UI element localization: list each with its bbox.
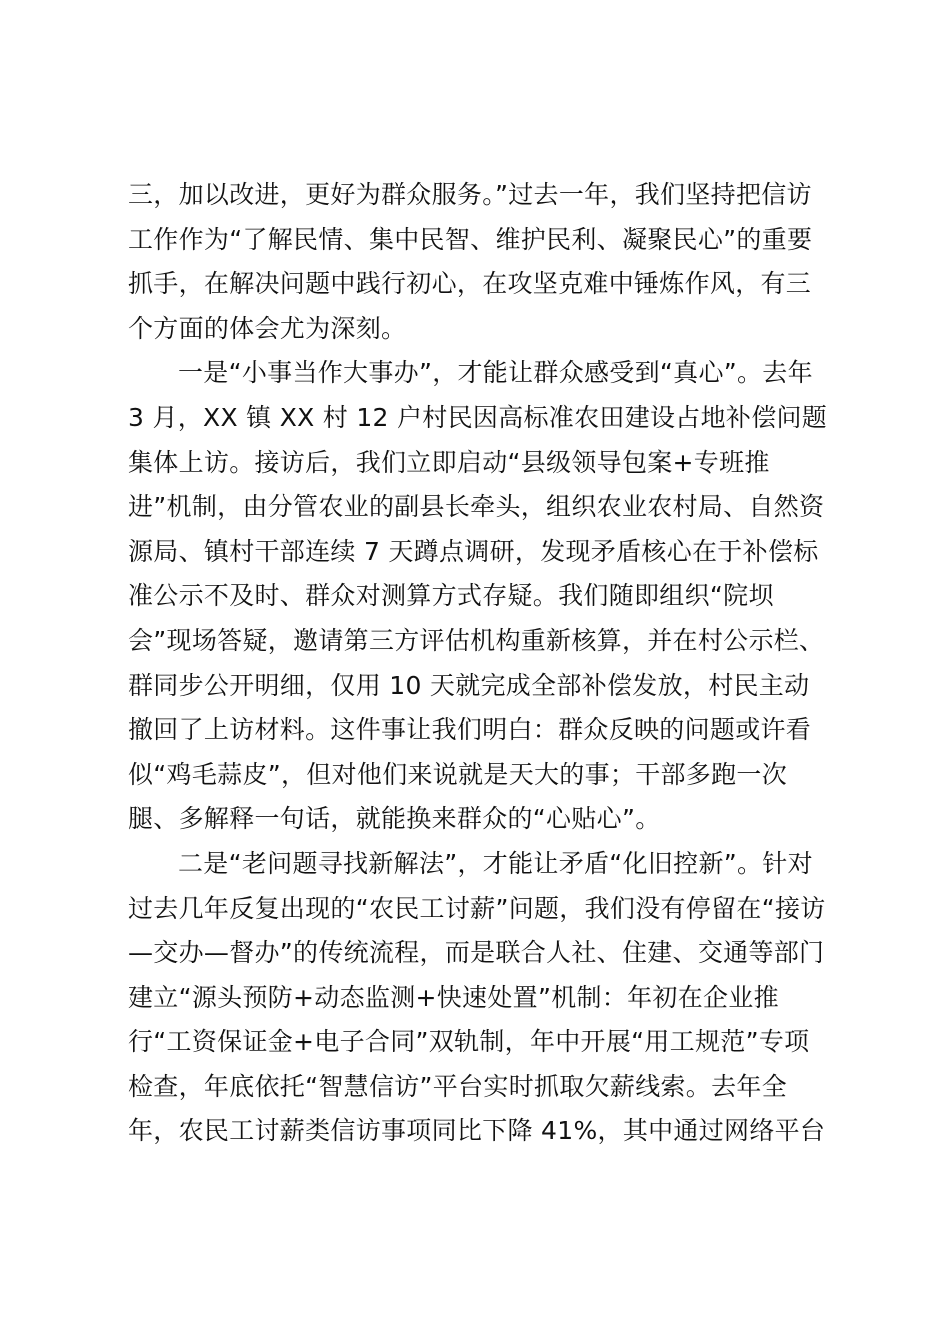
text-line: 建立“源头预防+动态监测+快速处置”机制：年初在企业推 [128, 982, 779, 1012]
text-line: 行“工资保证金+电子合同”双轨制，年中开展“用工规范”专项 [128, 1027, 810, 1057]
text-line: 抓手，在解决问题中践行初心，在攻坚克难中锤炼作风，有三 [128, 269, 812, 299]
text-line: 个方面的体会尤为深刻。 [128, 313, 407, 343]
body-text [128, 173, 848, 1154]
text-line: 进”机制，由分管农业的副县长牵头，组织农业农村局、自然资 [128, 492, 825, 522]
text-line: 撤回了上访材料。这件事让我们明白：群众反映的问题或许看 [128, 715, 812, 745]
text-line: 3 月，XX 镇 XX 村 12 户村民因高标准农田建设占地补偿问题 [128, 402, 828, 432]
text-line: —交办—督办”的传统流程，而是联合人社、住建、交通等部门 [128, 938, 825, 968]
text-line: 过去几年反复出现的“农民工讨薪”问题，我们没有停留在“接访 [128, 893, 826, 923]
text-line: 似“鸡毛蒜皮”，但对他们来说就是天大的事；干部多跑一次 [128, 759, 788, 789]
text-line: 准公示不及时、群众对测算方式存疑。我们随即组织“院坝 [128, 581, 774, 611]
text-line: 年，农民工讨薪类信访事项同比下降 41%，其中通过网络平台 [128, 1116, 826, 1146]
text-line: 腿、多解释一句话，就能换来群众的“心贴心”。 [128, 804, 661, 834]
text-line: 三，加以改进，更好为群众服务。”过去一年，我们坚持把信访 [128, 180, 812, 209]
text-line: 集体上访。接访后，我们立即启动“县级领导包案+专班推 [128, 447, 770, 477]
text-line: 工作作为“了解民情、集中民智、维护民利、凝聚民心”的重要 [128, 224, 813, 254]
text-line: 会”现场答疑，邀请第三方评估机构重新核算，并在村公示栏、 [128, 625, 825, 655]
paragraph-two-start: 二是“老问题寻找新解法”，才能让矛盾“化旧控新”。针对 [178, 848, 813, 878]
text-line: 检查，年底依托“智慧信访”平台实时抓取欠薪线索。去年全 [128, 1071, 788, 1101]
text-line: 群同步公开明细，仅用 10 天就完成全部补偿发放，村民主动 [128, 670, 810, 700]
text-line: 源局、镇村干部连续 7 天蹲点调研，发现矛盾核心在于补偿标 [128, 536, 819, 566]
paragraph-one-start: 一是“小事当作大事办”，才能让群众感受到“真心”。去年 [178, 358, 813, 388]
